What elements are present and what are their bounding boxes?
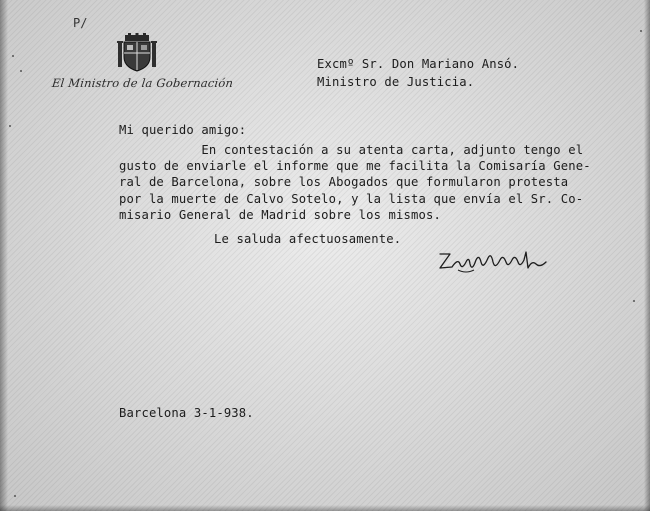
letterhead-minister-title: El Ministro de la Gobernación [51,76,234,90]
coat-of-arms-icon [116,33,158,73]
paper-speck [633,300,635,302]
scan-edge-bottom [0,505,650,511]
body-line: misario General de Madrid sobre los mismos. [119,207,441,222]
paper-speck [12,55,14,57]
paper-speck [14,495,16,497]
closing-line: Le saluda afectuosamente. [214,232,402,246]
scan-edge-left [0,0,8,511]
greeting: Mi querido amigo: [119,123,247,137]
paper-speck [20,70,22,72]
body-line: En contestación a su atenta carta, adjunto tengo el [119,143,584,157]
addressee-block [317,55,519,91]
addressee-line: Excmº Sr. Don Mariano Ansó. [317,57,520,71]
body-line: gusto de enviarle el informe que me facilita la Comisaría Gene- [119,159,591,174]
date-line: Barcelona 3-1-938. [119,406,254,420]
paper-speck [640,30,642,32]
letter-body [119,142,591,223]
handwritten-signature-icon [436,246,554,276]
paper-speck [9,125,11,127]
scan-edge-right [644,0,650,511]
body-line: por la muerte de Calvo Sotelo, y la lista que envía el Sr. Co- [119,191,584,206]
reference-mark: P/ [73,16,88,30]
body-line: ral de Barcelona, sobre los Abogados que formularon protesta [119,175,569,190]
addressee-line: Ministro de Justicia. [317,75,475,89]
